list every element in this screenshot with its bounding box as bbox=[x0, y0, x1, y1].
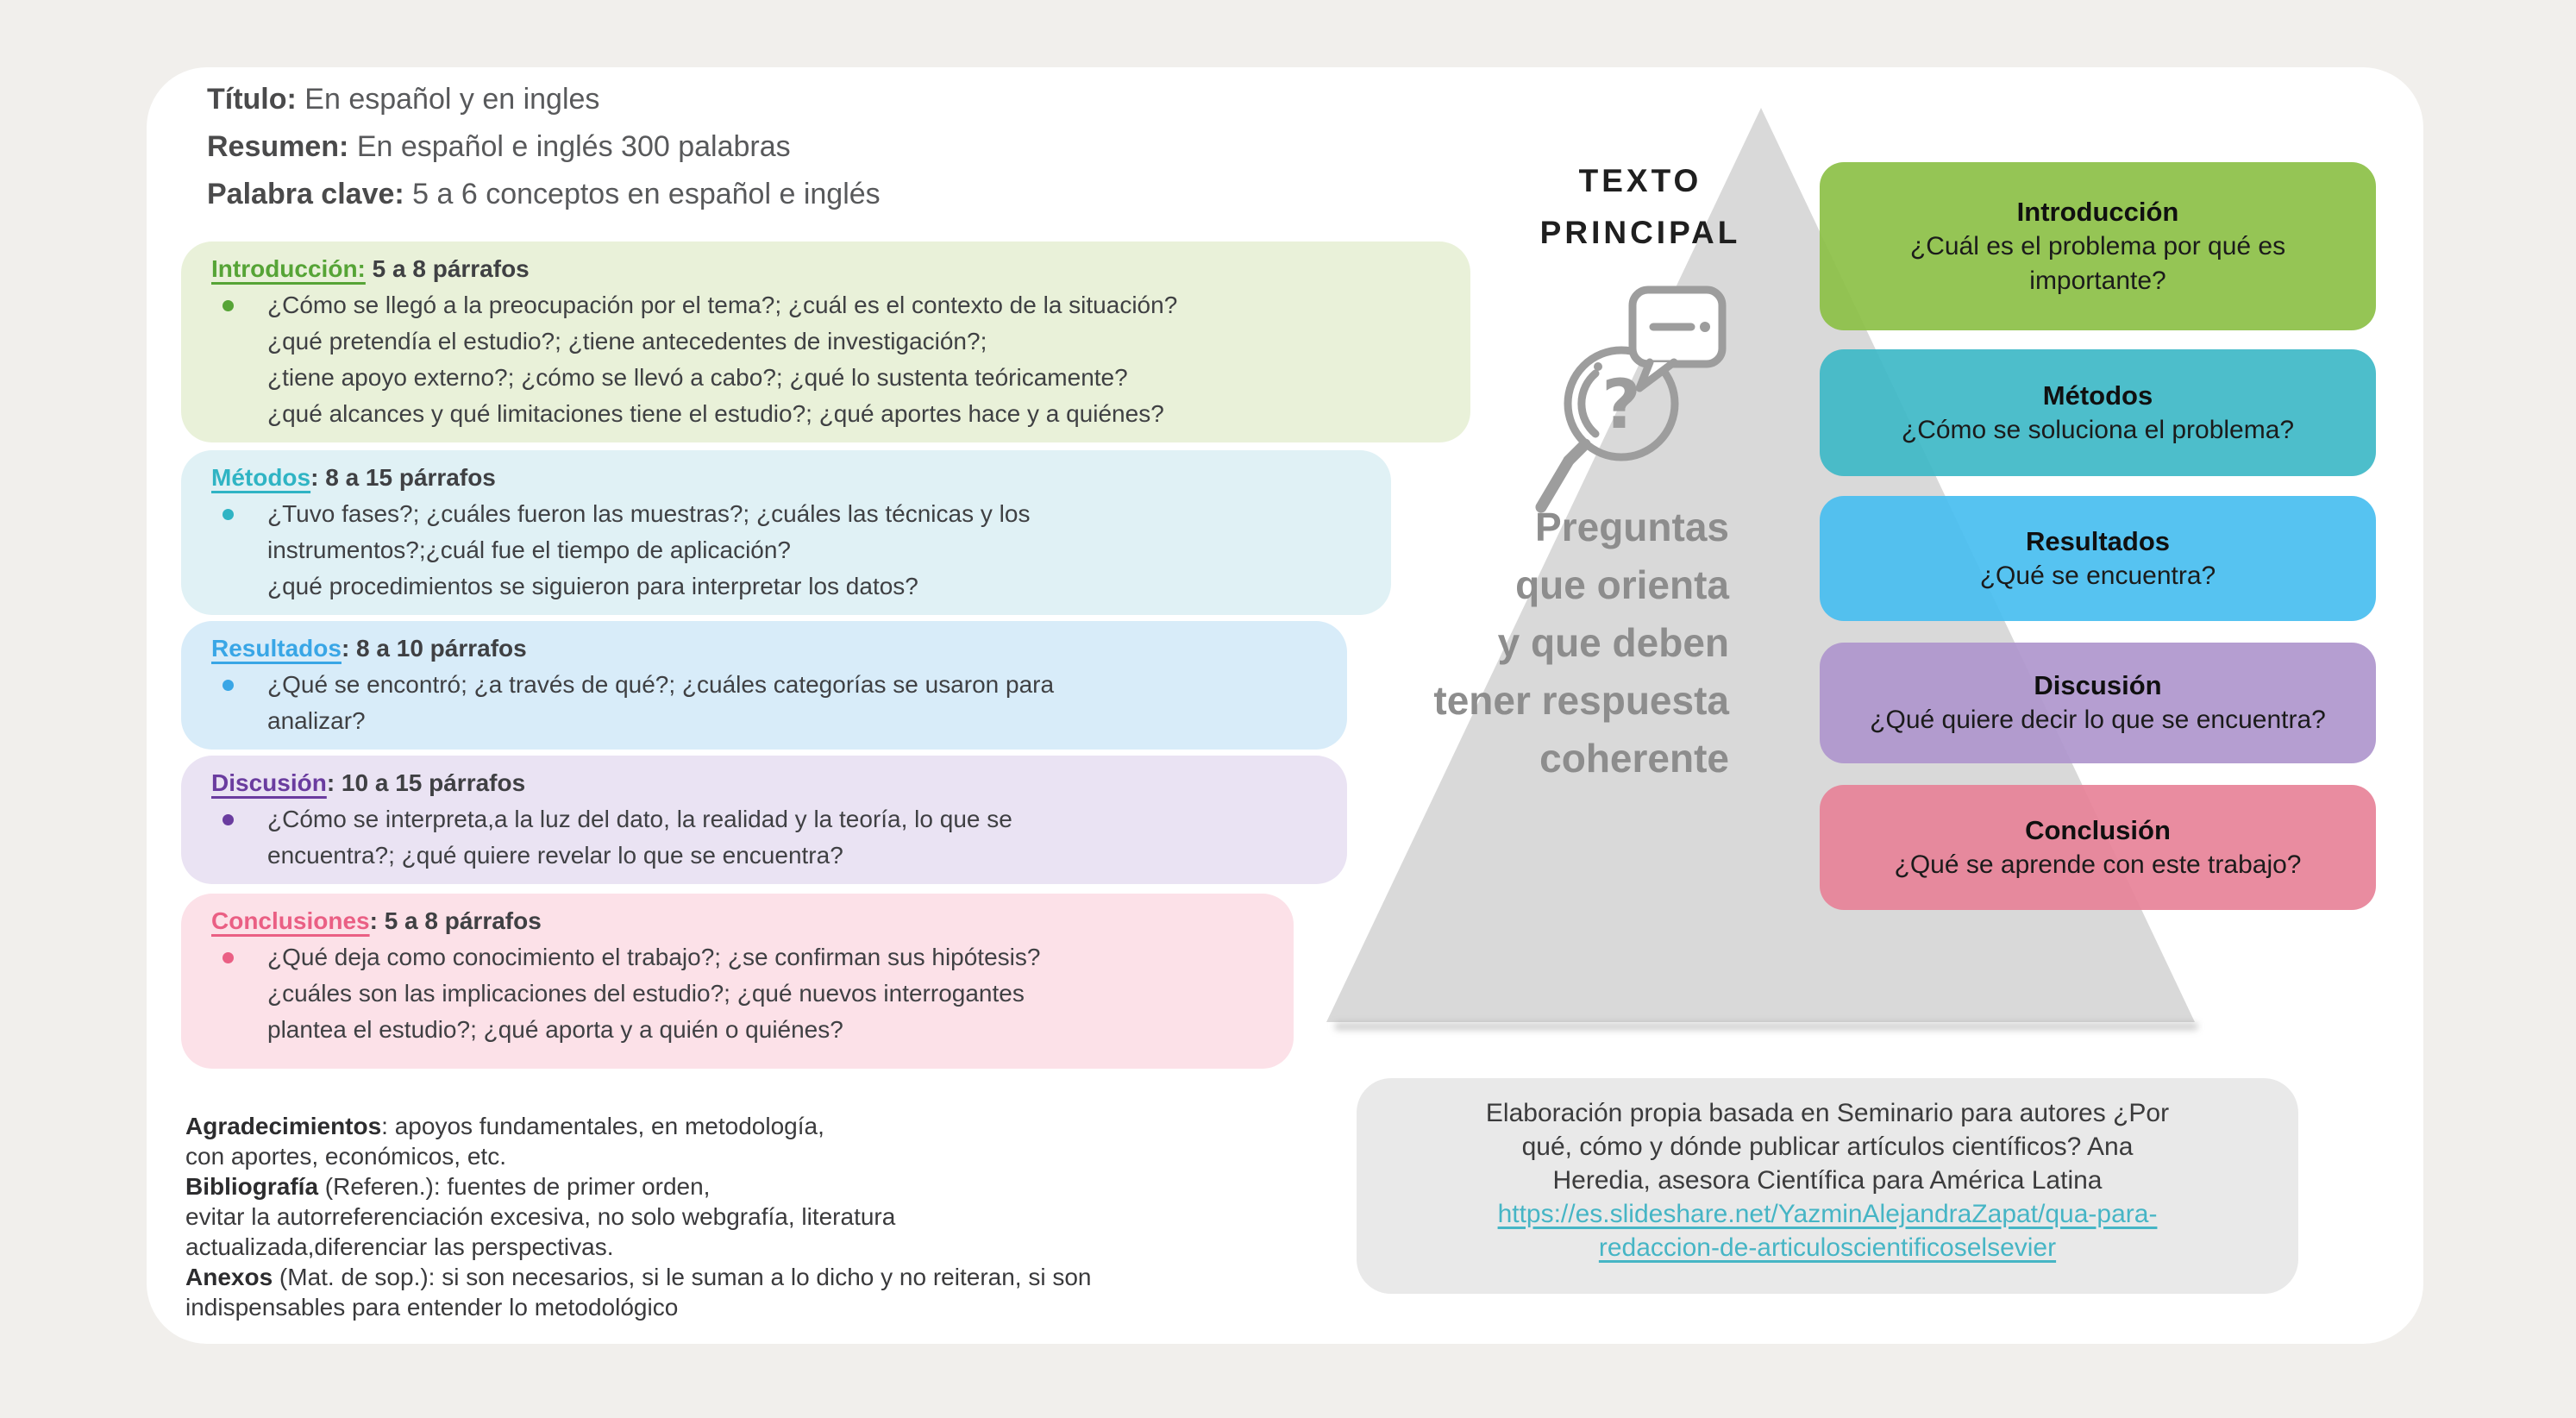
pyramid-box-title: Métodos bbox=[2042, 380, 2153, 411]
pyramid-box-question: ¿Qué se encuentra? bbox=[1979, 561, 2216, 590]
section-introduccion-line: ¿tiene apoyo externo?; ¿cómo se llevó a cabo?; ¿qué lo sustenta teóricamente? bbox=[267, 364, 1128, 391]
section-metodos-header: Métodos: 8 a 15 párrafos bbox=[211, 464, 496, 491]
note-line: actualizada,diferenciar las perspectivas. bbox=[185, 1233, 614, 1260]
section-introduccion-header: Introducción: 5 a 8 párrafos bbox=[211, 255, 530, 282]
bullet-dot bbox=[223, 509, 234, 520]
citation-line: Heredia, asesora Científica para América Latina bbox=[1552, 1166, 2103, 1195]
section-conclusiones bbox=[181, 894, 1294, 1069]
citation-link-line1[interactable]: https://es.slideshare.net/YazminAlejandraZapat/qua-para- bbox=[1497, 1200, 2158, 1228]
texto-principal-line1: TEXTO bbox=[1578, 163, 1702, 198]
pyramid-shadow bbox=[1335, 1023, 2197, 1030]
section-resultados-line: ¿Qué se encontró; ¿a través de qué?; ¿cuáles categorías se usaron para bbox=[267, 671, 1055, 698]
section-resultados-line: analizar? bbox=[267, 707, 366, 734]
bullet-dot bbox=[223, 814, 234, 825]
caption-line: coherente bbox=[1539, 736, 1729, 781]
pyramid-box-resultados bbox=[1820, 496, 2376, 621]
pyramid-box-title: Discusión bbox=[2034, 670, 2162, 700]
section-metodos bbox=[181, 450, 1391, 615]
pyramid-box-conclusion bbox=[1820, 785, 2376, 910]
section-conclusiones-line: ¿cuáles son las implicaciones del estudio?; ¿qué nuevos interrogantes bbox=[267, 980, 1025, 1007]
caption-line: tener respuesta bbox=[1433, 678, 1729, 723]
note-line: con aportes, económicos, etc. bbox=[185, 1143, 506, 1170]
section-conclusiones-header: Conclusiones: 5 a 8 párrafos bbox=[211, 907, 542, 934]
pyramid-box-title: Conclusión bbox=[2025, 814, 2171, 845]
pyramid-box-question: ¿Cómo se soluciona el problema? bbox=[1901, 415, 2295, 444]
section-metodos-line: ¿qué procedimientos se siguieron para interpretar los datos? bbox=[267, 573, 918, 599]
header-line-palabra-clave: Palabra clave: 5 a 6 conceptos en español e inglés bbox=[207, 178, 881, 210]
section-introduccion-line: ¿qué alcances y qué limitaciones tiene el estudio?; ¿qué aportes hace y a quiénes? bbox=[267, 400, 1164, 427]
pyramid-box-title: Introducción bbox=[2016, 196, 2179, 227]
bullet-dot bbox=[223, 300, 234, 311]
section-discusion-line: ¿Cómo se interpreta,a la luz del dato, la realidad y la teoría, lo que se bbox=[267, 806, 1012, 832]
caption-line: Preguntas bbox=[1535, 505, 1729, 549]
citation-line: Elaboración propia basada en Seminario para autores ¿Por bbox=[1485, 1099, 2170, 1127]
section-conclusiones-line: plantea el estudio?; ¿qué aporta y a quién o quiénes? bbox=[267, 1016, 843, 1043]
section-introduccion bbox=[181, 242, 1470, 442]
note-line: indispensables para entender lo metodológico bbox=[185, 1294, 679, 1321]
caption-line: que orienta bbox=[1515, 562, 1729, 607]
pyramid-box-question: ¿Qué se aprende con este trabajo? bbox=[1894, 850, 2302, 879]
citation-line: qué, cómo y dónde publicar artículos científicos? Ana bbox=[1521, 1133, 2134, 1161]
section-resultados-header: Resultados: 8 a 10 párrafos bbox=[211, 635, 527, 662]
header-line-resumen: Resumen: En español e inglés 300 palabras bbox=[207, 130, 791, 163]
section-discusion bbox=[181, 756, 1347, 884]
section-conclusiones-line: ¿Qué deja como conocimiento el trabajo?; ¿se confirman sus hipótesis? bbox=[267, 944, 1041, 970]
note-line: evitar la autorreferenciación excesiva, no solo webgrafía, literatura bbox=[185, 1203, 896, 1230]
question-mark-glyph: ? bbox=[1601, 367, 1641, 444]
footer-notes bbox=[185, 1111, 1092, 1322]
pyramid-box-title: Resultados bbox=[2025, 525, 2171, 556]
texto-principal-line2: PRINCIPAL bbox=[1539, 215, 1741, 250]
section-discusion-line: encuentra?; ¿qué quiere revelar lo que se encuentra? bbox=[267, 842, 843, 869]
citation-link[interactable] bbox=[1357, 1197, 2298, 1264]
bullet-dot bbox=[223, 680, 234, 691]
pyramid-box-question: ¿Cuál es el problema por qué es importante? bbox=[1909, 231, 2286, 295]
citation-link-line2[interactable]: redaccion-de-articuloscientificoselsevier bbox=[1598, 1233, 2057, 1262]
pyramid-box-discusion bbox=[1820, 643, 2376, 763]
note-line: Anexos (Mat. de sop.): si son necesarios, si le suman a lo dicho y no reiteran, si son bbox=[185, 1264, 1092, 1290]
section-metodos-line: instrumentos?;¿cuál fue el tiempo de aplicación? bbox=[267, 536, 792, 563]
section-introduccion-line: ¿Cómo se llegó a la preocupación por el tema?; ¿cuál es el contexto de la situación? bbox=[267, 292, 1178, 318]
section-resultados bbox=[181, 621, 1347, 750]
note-line: Bibliografía (Referen.): fuentes de primer orden, bbox=[185, 1173, 711, 1200]
note-line: Agradecimientos: apoyos fundamentales, en metodología, bbox=[185, 1113, 824, 1139]
document-header bbox=[207, 76, 881, 218]
bubble-dot bbox=[1700, 322, 1710, 332]
pyramid-box-introduccion bbox=[1820, 162, 2376, 330]
caption-line: y que deben bbox=[1497, 620, 1729, 665]
pyramid-box-question: ¿Qué quiere decir lo que se encuentra? bbox=[1870, 706, 2326, 734]
header-line-titulo: Título: En español y en ingles bbox=[207, 83, 600, 116]
preguntas-caption bbox=[1294, 499, 1729, 787]
section-introduccion-line: ¿qué pretendía el estudio?; ¿tiene antecedentes de investigación?; bbox=[267, 328, 987, 354]
section-discusion-header: Discusión: 10 a 15 párrafos bbox=[211, 769, 526, 796]
citation-box bbox=[1357, 1078, 2298, 1294]
pyramid-box-metodos bbox=[1820, 349, 2376, 476]
texto-principal-heading bbox=[1502, 155, 1778, 259]
bullet-dot bbox=[223, 952, 234, 963]
section-metodos-line: ¿Tuvo fases?; ¿cuáles fueron las muestras?; ¿cuáles las técnicas y los bbox=[267, 500, 1031, 527]
